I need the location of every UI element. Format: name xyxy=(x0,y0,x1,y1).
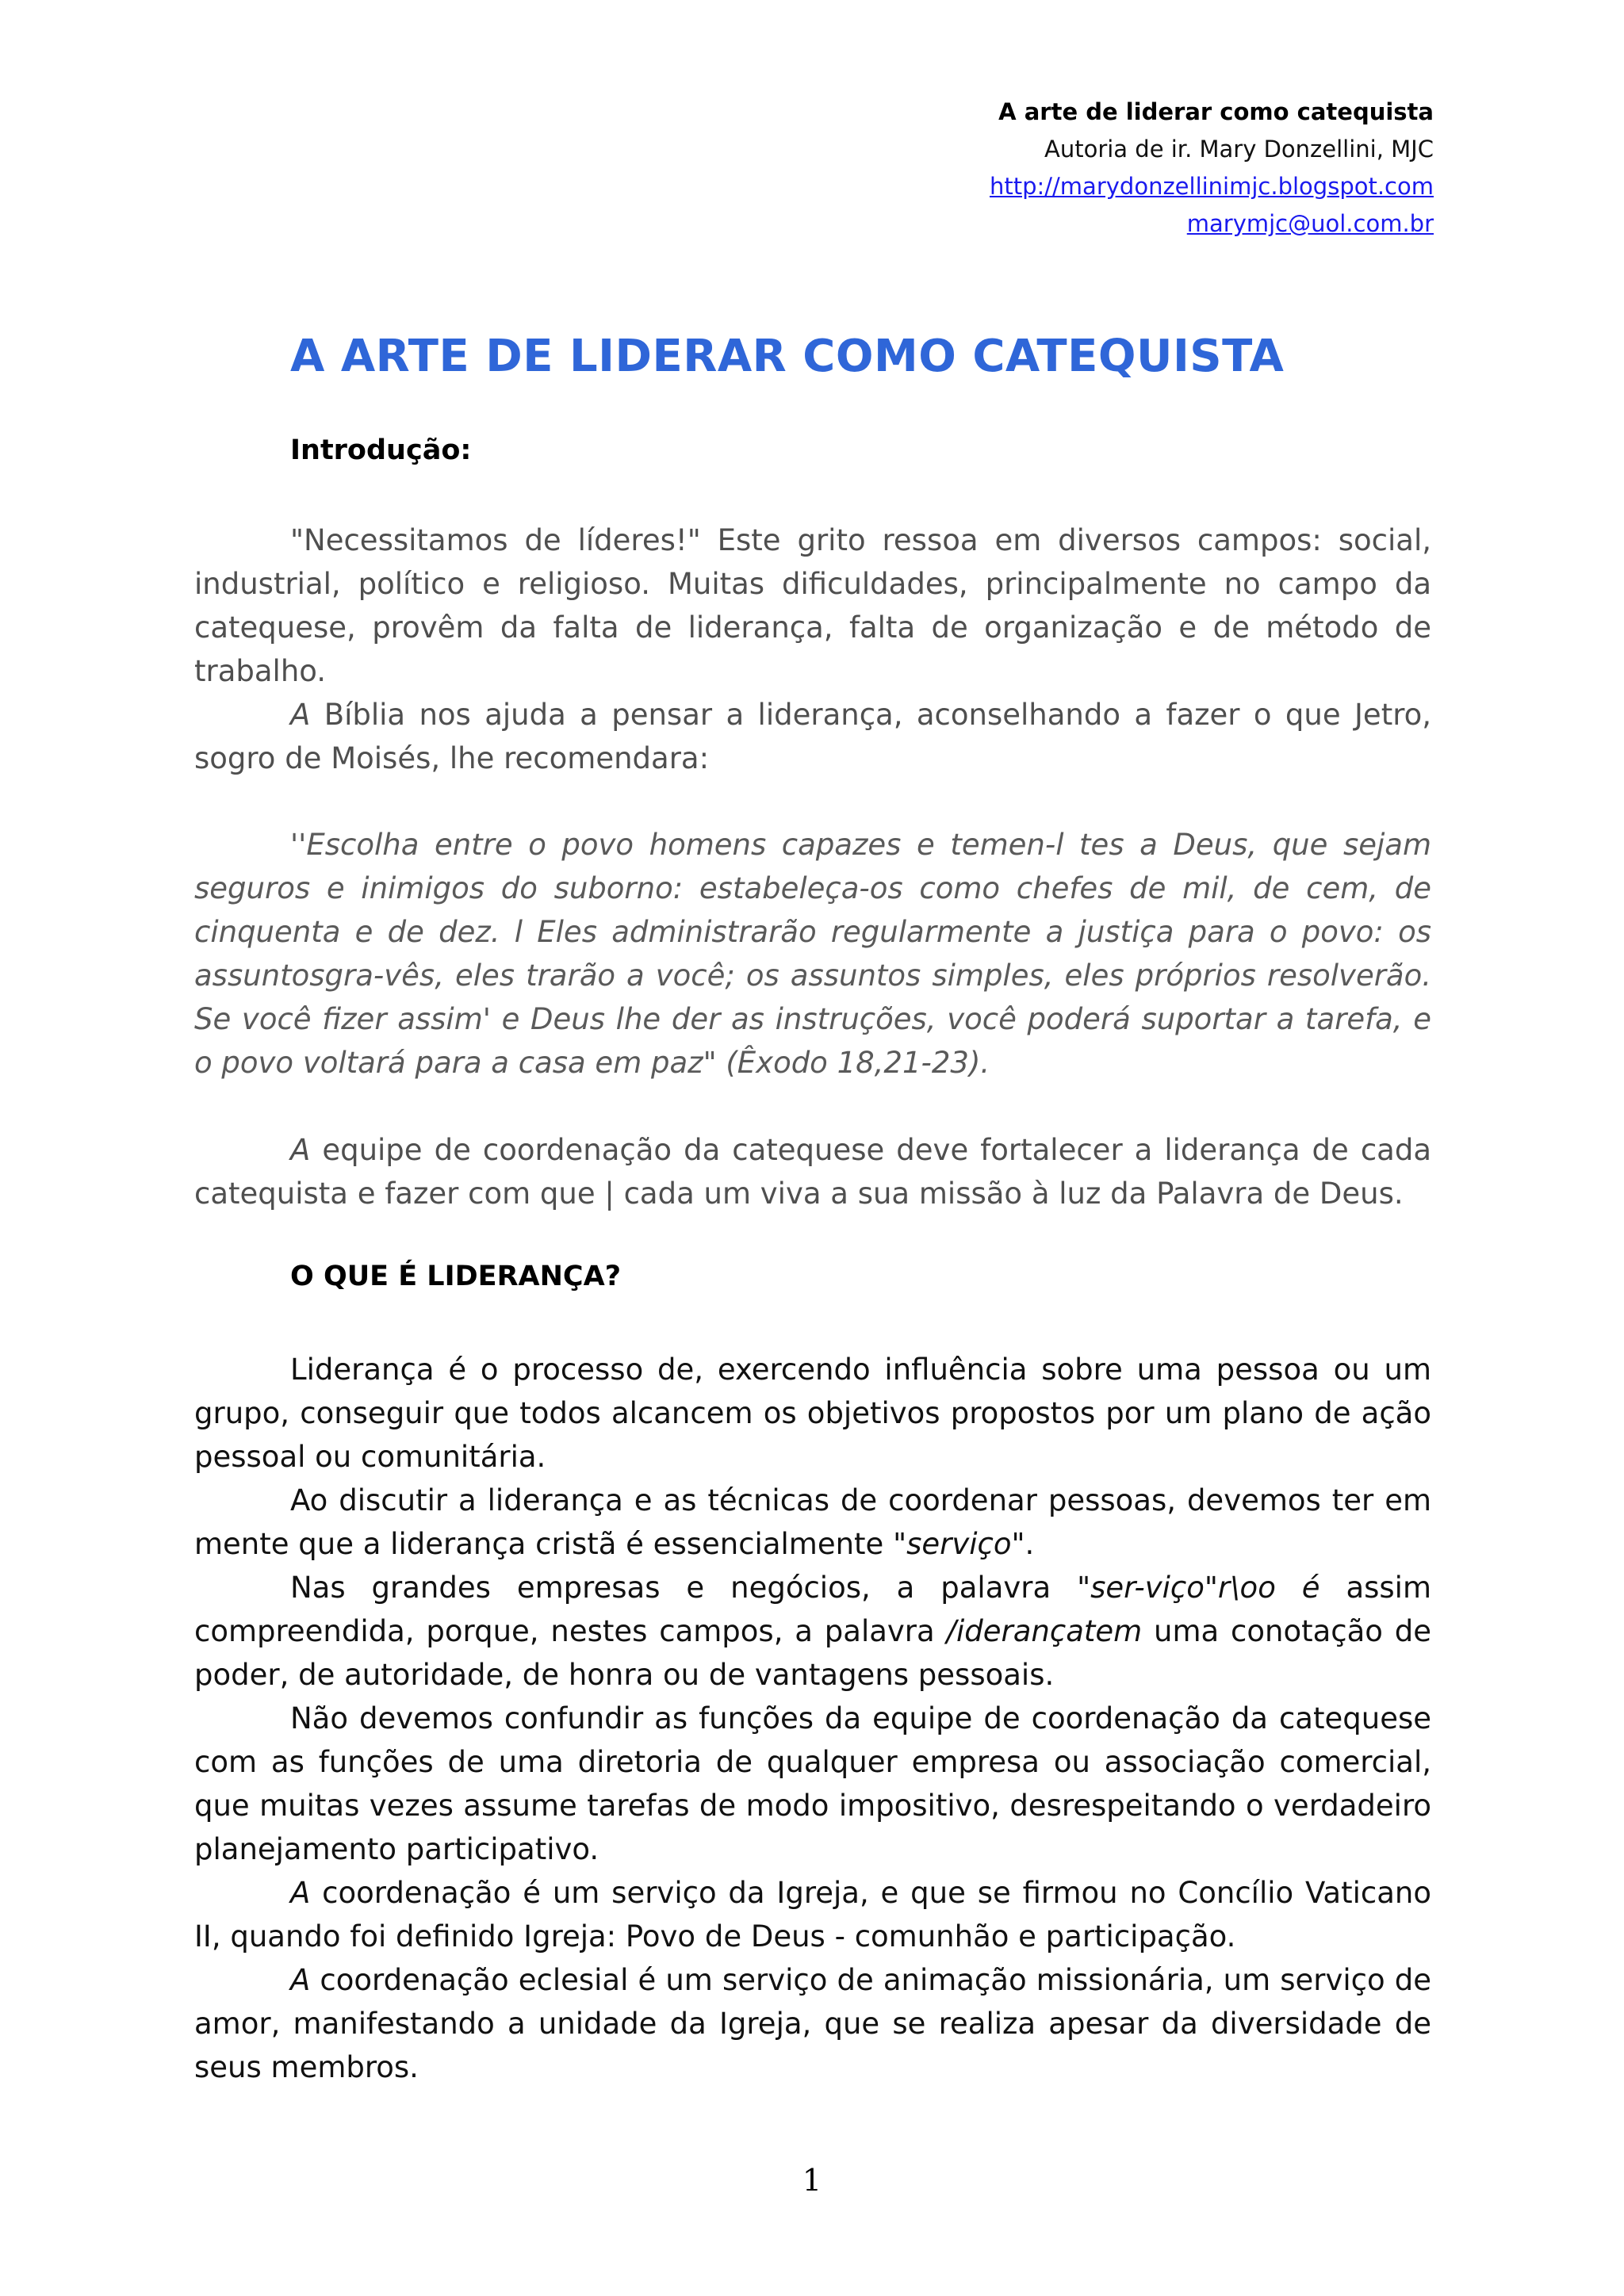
leadership-paragraph-2-italic: serviço xyxy=(906,1527,1012,1561)
leadership-paragraph-2 xyxy=(194,1479,1431,1566)
leadership-paragraph-1: Liderança é o processo de, exercendo influência sobre uma pessoa ou um grupo, conseguir que todos alcancem os objetivos propostos por um plano de ação pessoal ou comunitária. xyxy=(194,1353,1431,1474)
leadership-paragraph-5 xyxy=(194,1871,1431,1958)
leadership-paragraph-4: Não devemos confundir as funções da equipe de coordenação da catequese com as funções de uma diretoria de qualquer empresa ou associação comercial, que muitas vezes assume tarefas de modo impositivo, desrespeitando o verdadeiro planejamento participativo. xyxy=(194,1701,1431,1866)
intro-paragraph-2-lead: A xyxy=(290,698,311,732)
leadership-paragraph-2-a: Ao discutir a liderança e as técnicas de coordenar pessoas, devemos ter em mente que a liderança cristã é essencialmente " xyxy=(194,1483,1431,1561)
leadership-paragraph-6 xyxy=(194,1958,1431,2089)
intro-paragraph-2-text: Bíblia nos ajuda a pensar a liderança, aconselhando a fazer o que Jetro, sogro de Moisés, lhe recomendara: xyxy=(194,698,1431,775)
team-section xyxy=(194,1128,1431,1215)
leadership-heading: O QUE É LIDERANÇA? xyxy=(290,1261,621,1292)
leadership-paragraph-3-a: Nas grandes empresas e negócios, a palavra " xyxy=(290,1571,1091,1605)
leadership-paragraph-5-lead: A xyxy=(290,1876,311,1910)
intro-paragraph-1: "Necessitamos de líderes!" Este grito ressoa em diversos campos: social, industrial, político e religioso. Muitas dificuldades, principalmente no campo da catequese, provêm da falta de liderança, falta de organização e de método de trabalho. xyxy=(194,523,1431,688)
page-header xyxy=(990,94,1434,243)
blog-link[interactable]: http://marydonzellinimjc.blogspot.com xyxy=(989,173,1434,200)
header-author: Autoria de ir. Mary Donzellini, MJC xyxy=(1044,136,1434,163)
team-paragraph xyxy=(194,1128,1431,1215)
intro-section xyxy=(194,519,1431,780)
team-paragraph-text: equipe de coordenação da catequese deve fortalecer a liderança de cada catequista e fazer com que | cada um viva a sua missão à luz da Palavra de Deus. xyxy=(194,1133,1431,1211)
leadership-paragraph-3-italic-2: /iderançatem xyxy=(946,1614,1143,1648)
page-number: 1 xyxy=(802,2163,822,2198)
team-paragraph-lead: A xyxy=(290,1133,311,1167)
leadership-paragraph-3 xyxy=(194,1566,1431,1697)
header-title: A arte de liderar como catequista xyxy=(998,98,1434,125)
leadership-paragraph-6-text: coordenação eclesial é um serviço de animação missionária, um serviço de amor, manifestando a unidade da Igreja, que se realiza apesar da diversidade de seus membros. xyxy=(194,1963,1431,2084)
leadership-paragraph-3-b: assim compreendida, porque, nestes campos, a palavra xyxy=(194,1571,1432,1648)
bible-quote xyxy=(194,823,1431,1085)
intro-paragraph-2 xyxy=(194,693,1431,780)
quote-text: ''Escolha entre o povo homens capazes e temen-l tes a Deus, que sejam seguros e inimigos do suborno: estabeleça-os como chefes de mil, de cem, de cinquenta e de dez. l Eles administrarão regularmente a justiça para o povo: os assuntosgra-vês, eles trarão a você; os assuntos simples, eles próprios resolverão. Se você fizer assim' e Deus lhe der as instruções, você poderá suportar a tarefa, e o povo voltará para a casa em paz" (Êxodo 18,21-23). xyxy=(194,828,1431,1080)
document-title: A ARTE DE LIDERAR COMO CATEQUISTA xyxy=(290,331,1285,382)
leadership-section xyxy=(194,1348,1431,2089)
email-link[interactable]: marymjc@uol.com.br xyxy=(1186,210,1434,237)
leadership-paragraph-5-text: coordenação é um serviço da Igreja, e que se firmou no Concílio Vaticano II, quando foi definido Igreja: Povo de Deus - comunhão e participação. xyxy=(194,1876,1431,1954)
leadership-paragraph-2-b: ". xyxy=(1011,1527,1035,1561)
leadership-paragraph-3-italic-1: ser-viço"r\oo é xyxy=(1090,1571,1320,1605)
intro-heading: Introdução: xyxy=(290,434,472,466)
leadership-paragraph-3-c: uma conotação de poder, de autoridade, de honra ou de vantagens pessoais. xyxy=(194,1614,1431,1692)
leadership-paragraph-6-lead: A xyxy=(290,1963,311,1997)
